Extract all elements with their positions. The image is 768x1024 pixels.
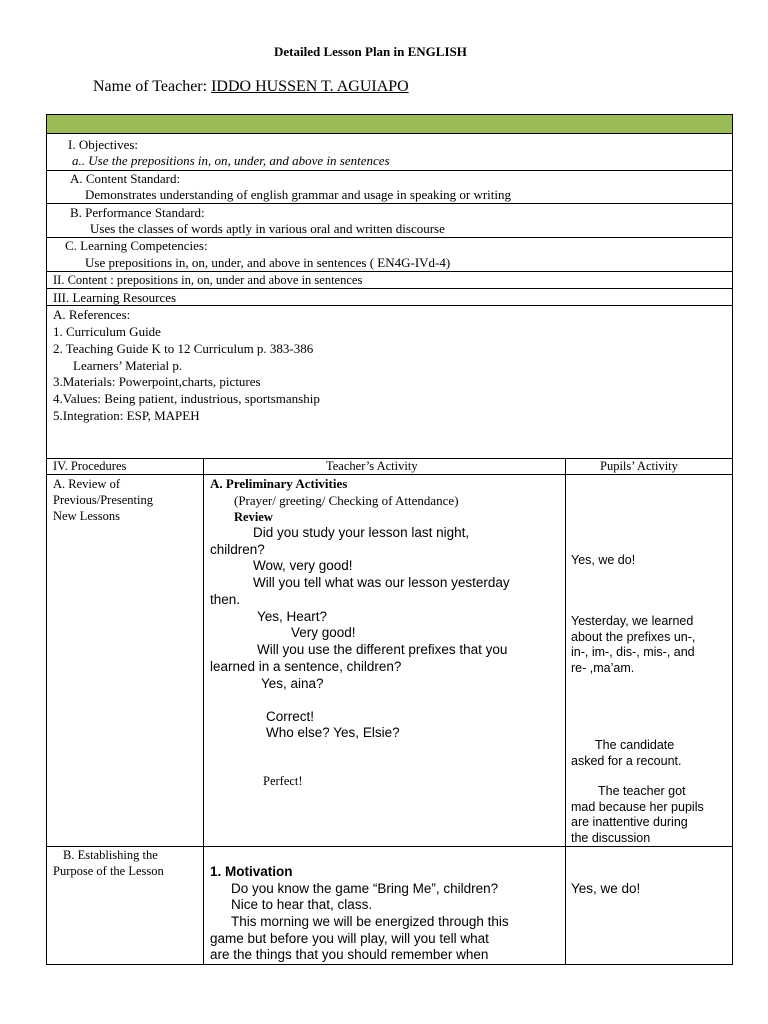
review-label: Review [234, 510, 273, 524]
performance-standard-label: B. Performance Standard: [70, 205, 205, 220]
teacher-line: learned in a sentence, children? [210, 659, 402, 674]
reference-item: 2. Teaching Guide K to 12 Curriculum p. 383-386 [53, 341, 314, 356]
content-standard-text: Demonstrates understanding of english grammar and usage in speaking or writing [85, 187, 512, 202]
teacher-line: Will you tell what was our lesson yesterday [253, 575, 510, 590]
col-pupils-activity: Pupils’ Activity [600, 459, 678, 473]
reference-item: 3.Materials: Powerpoint,charts, pictures [53, 374, 261, 389]
content-standard-label: A. Content Standard: [70, 171, 181, 186]
document-title: Detailed Lesson Plan in ENGLISH [274, 44, 467, 59]
pupil-response: The teacher got mad because her pupils are inattentive during the discussion [571, 784, 704, 845]
teacher-line: Yes, Heart? [257, 609, 328, 624]
col-procedures: IV. Procedures [53, 459, 127, 473]
pupil-response: Yes, we do! [571, 553, 636, 567]
teacher-line: game but before you will play, will you tell what [210, 931, 489, 946]
teacher-line: Perfect! [263, 774, 303, 788]
teacher-row [93, 78, 409, 96]
reference-item: Learners’ Material p. [73, 358, 183, 373]
teacher-line: are the things that you should remember when [210, 947, 489, 962]
reference-item: 1. Curriculum Guide [53, 324, 161, 339]
teacher-line: Correct! [266, 709, 315, 724]
teacher-line: Who else? Yes, Elsie? [266, 725, 400, 740]
competencies-label: C. Learning Competencies: [65, 238, 208, 253]
col-teacher-activity: Teacher’s Activity [326, 459, 418, 473]
pupil-response: Yes, we do! [571, 881, 641, 896]
teacher-line: Very good! [291, 625, 356, 640]
header-band [47, 115, 732, 133]
teacher-line: Nice to hear that, class. [231, 897, 373, 912]
learning-resources-heading: III. Learning Resources [53, 290, 177, 305]
teacher-line: Will you use the different prefixes that you [257, 642, 508, 657]
references-heading: A. References: [53, 307, 131, 322]
teacher-label: Name of Teacher: [93, 78, 208, 95]
row-a-label: A. Review of Previous/Presenting New Lessons [53, 477, 153, 523]
teacher-line: This morning we will be energized through this [231, 914, 509, 929]
teacher-line: Yes, aina? [261, 676, 324, 691]
competencies-text: Use prepositions in, on, under, and above in sentences ( EN4G-IVd-4) [85, 255, 451, 270]
teacher-line: Do you know the game “Bring Me”, children? [231, 881, 499, 896]
motivation-heading: 1. Motivation [210, 864, 293, 879]
preliminary-activities-heading: A. Preliminary Activities [210, 476, 348, 491]
teacher-line: Did you study your lesson last night, [253, 525, 470, 540]
objectives-heading: I. Objectives: [68, 137, 139, 152]
performance-standard-text: Uses the classes of words aptly in various oral and written discourse [90, 221, 445, 236]
reference-item: 5.Integration: ESP, MAPEH [53, 408, 200, 423]
preliminary-sub: (Prayer/ greeting/ Checking of Attendance) [234, 493, 459, 508]
pupil-response: The candidate asked for a recount. [571, 738, 682, 768]
teacher-line: Wow, very good! [253, 558, 353, 573]
row-b-label: B. Establishing the Purpose of the Lesson [53, 848, 164, 878]
objective-a: a.. Use the prepositions in, on, under, and above in sentences [72, 153, 390, 168]
teacher-line: children? [210, 542, 265, 557]
content-row: II. Content : prepositions in, on, under and above in sentences [53, 273, 363, 287]
reference-item: 4.Values: Being patient, industrious, sportsmanship [53, 391, 320, 406]
teacher-name: IDDO HUSSEN T. AGUIAPO [211, 78, 409, 95]
pupil-response: Yesterday, we learned about the prefixes un-, in-, im-, dis-, mis-, and re- ,ma’am. [571, 614, 696, 675]
teacher-line: then. [210, 592, 241, 607]
